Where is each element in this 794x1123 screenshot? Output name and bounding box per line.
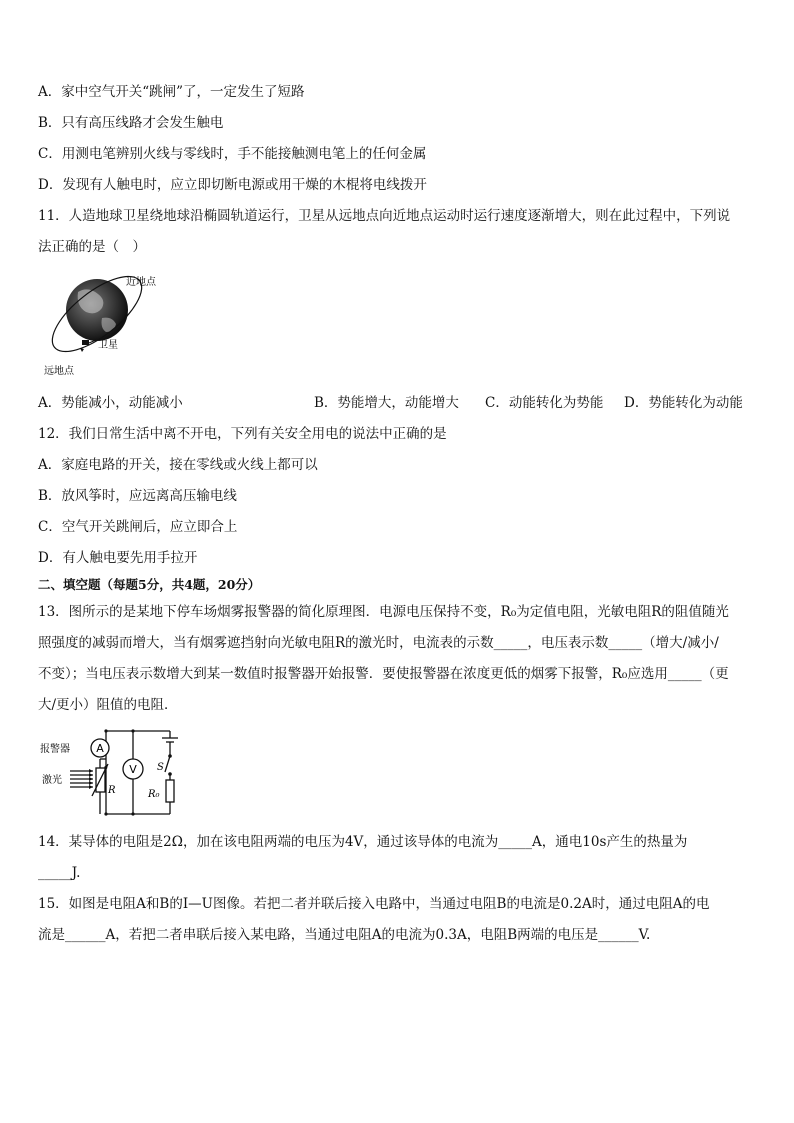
switch-label: S: [157, 762, 164, 773]
q11-stem-line1: 11．人造地球卫星绕地球沿椭圆轨道运行，卫星从远地点向近地点运动时运行速度逐渐增大，则在此过程中，下列说: [38, 208, 731, 224]
q11-option-c: C．动能转化为势能: [485, 395, 604, 411]
q12-option-c: C．空气开关跳闸后，应立即合上: [38, 519, 238, 535]
alarm-label: 报警器: [40, 744, 70, 755]
q10-option-d: D．发现有人触电时，应立即切断电源或用干燥的木棍将电线拨开: [38, 177, 427, 193]
q11-option-d: D．势能转化为动能: [624, 395, 743, 411]
satellite-icon: [82, 340, 89, 345]
resistor-r0-label: R₀: [148, 789, 160, 800]
section-heading-fill-in: 二、填空题（每题5分，共4题，20分）: [38, 577, 261, 592]
q10-option-b: B．只有高压线路才会发生触电: [38, 115, 224, 131]
satellite-orbit-figure: [40, 270, 180, 380]
q10-option-c: C．用测电笔辨别火线与零线时，手不能接触测电笔上的任何金属: [38, 146, 427, 162]
q12-option-b: B．放风筝时，应远离高压输电线: [38, 488, 237, 504]
q13-line2: 照强度的减弱而增大，当有烟雾遮挡射向光敏电阻R的激光时，电流表的示数_____，电压表示数_____（增大/减小/: [38, 635, 719, 651]
smoke-alarm-circuit-diagram: [40, 726, 182, 820]
q15-line2: 流是______A，若把二者串联后接入某电路，当通过电阻A的电流为0.3A，电阻B两端的电压是______V.: [38, 927, 651, 943]
q12-stem: 12．我们日常生活中离不开电，下列有关安全用电的说法中正确的是: [38, 426, 447, 442]
q10-option-a: A．家中空气开关“跳闸”了，一定发生了短路: [38, 84, 305, 100]
near-point-label: 近地点: [126, 277, 156, 288]
q13-line4: 大/更小）阻值的电阻．: [38, 697, 178, 713]
q15-line1: 15．如图是电阻A和B的I—U图像。若把二者并联后接入电路中，当通过电阻B的电流是0.2A时，通过电阻A的电: [38, 896, 710, 912]
q13-line3: 不变）；当电压表示数增大到某一数值时报警器开始报警．要使报警器在浓度更低的烟雾下报警，R₀应选用_____（更: [38, 666, 729, 682]
q14-line1: 14．某导体的电阻是2Ω，加在该电阻两端的电压为4V，通过该导体的电流为_____A，通电10s产生的热量为: [38, 834, 688, 850]
q13-line1: 13．图所示的是某地下停车场烟雾报警器的简化原理图．电源电压保持不变，R₀为定值电阻，光敏电阻R的阻值随光: [38, 604, 729, 620]
q14-line2: _____J.: [38, 865, 81, 881]
q12-option-a: A．家庭电路的开关，接在零线或火线上都可以: [38, 457, 318, 473]
q11-stem-line2: 法正确的是（ ）: [38, 239, 146, 255]
q12-option-d: D．有人触电要先用手拉开: [38, 550, 198, 566]
ammeter-label: A: [96, 742, 104, 755]
resistor-r-label: R: [108, 785, 116, 796]
satellite-label: 卫星: [98, 340, 118, 351]
laser-label: 激光: [42, 775, 62, 786]
far-point-label: 远地点: [44, 366, 74, 377]
q11-option-b: B．势能增大，动能增大: [314, 395, 459, 411]
voltmeter-label: V: [129, 763, 137, 776]
q11-option-a: A．势能减小，动能减小: [38, 395, 183, 411]
